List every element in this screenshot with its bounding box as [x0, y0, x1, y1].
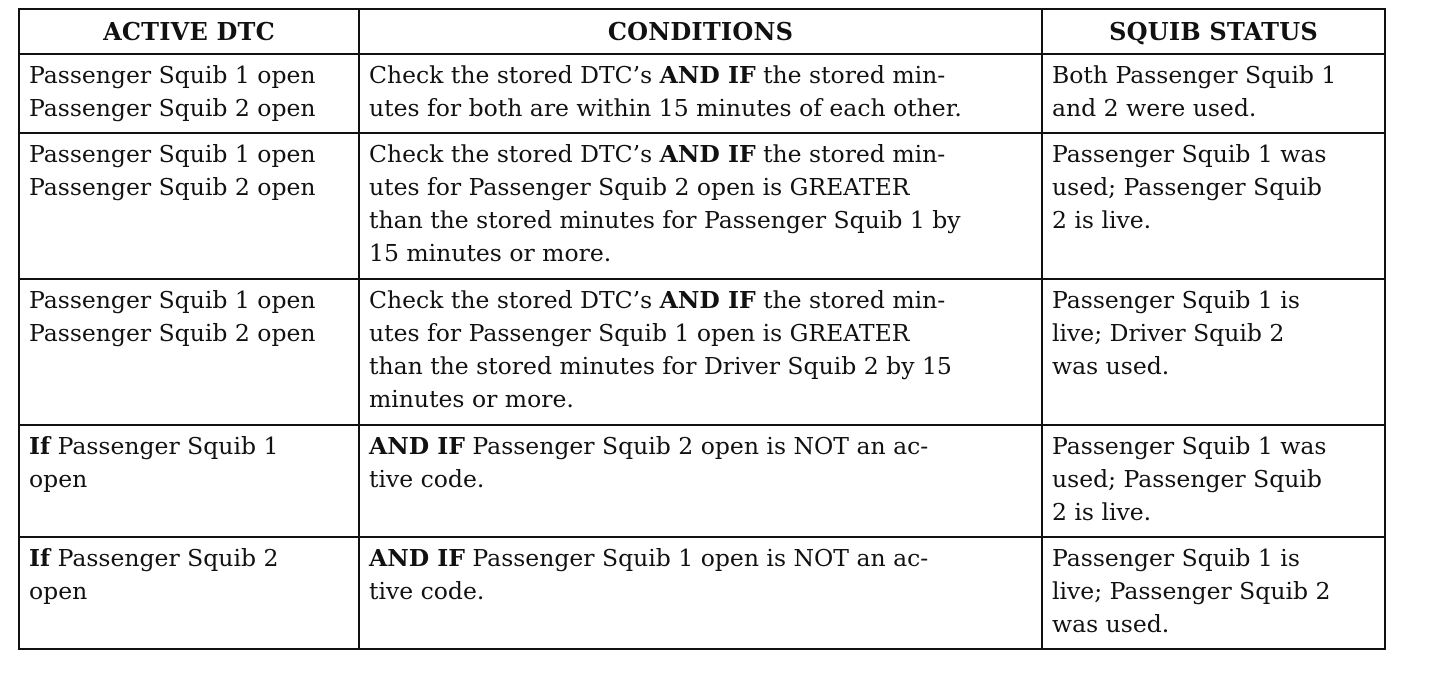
- keyword-if: If: [29, 432, 51, 460]
- squib-status-cell: [1042, 54, 1385, 133]
- active-dtc-cell: [19, 279, 359, 425]
- condition-line: than the stored minutes for Passenger Squib 1 by: [369, 206, 961, 234]
- status-line: was used.: [1052, 610, 1170, 638]
- condition-line: tive code.: [369, 577, 485, 605]
- header-conditions: CONDITIONS: [359, 9, 1042, 54]
- dtc-line: If Passenger Squib 2: [29, 544, 279, 572]
- active-dtc-cell: [19, 537, 359, 649]
- active-dtc-cell: [19, 425, 359, 537]
- condition-line: AND IF Passenger Squib 1 open is NOT an ac-: [369, 544, 929, 572]
- table-row: [19, 54, 1385, 133]
- condition-line: 15 minutes or more.: [369, 239, 612, 267]
- active-dtc-cell: [19, 54, 359, 133]
- keyword-and-if: AND IF: [369, 544, 465, 572]
- dtc-line: Passenger Squib 1 open: [29, 140, 316, 168]
- condition-line: Check the stored DTC’s AND IF the stored min-: [369, 140, 946, 168]
- keyword-if: If: [29, 544, 51, 572]
- active-dtc-cell: [19, 133, 359, 279]
- squib-status-cell: [1042, 425, 1385, 537]
- status-line: 2 is live.: [1052, 206, 1152, 234]
- condition-line: AND IF Passenger Squib 2 open is NOT an ac-: [369, 432, 929, 460]
- status-line: was used.: [1052, 352, 1170, 380]
- condition-line: than the stored minutes for Driver Squib 2 by 15: [369, 352, 952, 380]
- condition-line: utes for Passenger Squib 2 open is GREATER: [369, 173, 910, 201]
- dtc-line: open: [29, 577, 88, 605]
- dtc-line: Passenger Squib 2 open: [29, 94, 316, 122]
- status-line: and 2 were used.: [1052, 94, 1257, 122]
- header-squib-status: SQUIB STATUS: [1042, 9, 1385, 54]
- keyword-and-if: AND IF: [659, 286, 756, 314]
- condition-line: utes for Passenger Squib 1 open is GREATER: [369, 319, 910, 347]
- condition-line: tive code.: [369, 465, 485, 493]
- condition-cell: [359, 279, 1042, 425]
- status-line: used; Passenger Squib: [1052, 173, 1322, 201]
- dtc-line: Passenger Squib 2 open: [29, 173, 316, 201]
- keyword-and-if: AND IF: [659, 140, 756, 168]
- status-line: Passenger Squib 1 was: [1052, 140, 1327, 168]
- dtc-line: If Passenger Squib 1: [29, 432, 279, 460]
- dtc-line: Passenger Squib 1 open: [29, 286, 316, 314]
- dtc-line: open: [29, 465, 88, 493]
- table-row: [19, 279, 1385, 425]
- keyword-and-if: AND IF: [369, 432, 465, 460]
- condition-line: utes for both are within 15 minutes of each other.: [369, 94, 962, 122]
- status-line: live; Driver Squib 2: [1052, 319, 1285, 347]
- document-page: [18, 8, 1384, 650]
- condition-cell: [359, 133, 1042, 279]
- squib-status-cell: [1042, 133, 1385, 279]
- status-line: Passenger Squib 1 was: [1052, 432, 1327, 460]
- squib-status-table: [18, 8, 1386, 650]
- squib-status-cell: [1042, 279, 1385, 425]
- dtc-line: Passenger Squib 2 open: [29, 319, 316, 347]
- table-header-row: [19, 9, 1385, 54]
- status-line: live; Passenger Squib 2: [1052, 577, 1331, 605]
- status-line: used; Passenger Squib: [1052, 465, 1322, 493]
- squib-status-cell: [1042, 537, 1385, 649]
- status-line: Passenger Squib 1 is: [1052, 544, 1300, 572]
- condition-line: Check the stored DTC’s AND IF the stored min-: [369, 61, 946, 89]
- condition-cell: [359, 425, 1042, 537]
- status-line: Both Passenger Squib 1: [1052, 61, 1337, 89]
- dtc-line: Passenger Squib 1 open: [29, 61, 316, 89]
- condition-line: Check the stored DTC’s AND IF the stored min-: [369, 286, 946, 314]
- condition-line: minutes or more.: [369, 385, 574, 413]
- table-row: [19, 537, 1385, 649]
- table-row: [19, 133, 1385, 279]
- status-line: Passenger Squib 1 is: [1052, 286, 1300, 314]
- condition-cell: [359, 537, 1042, 649]
- table-row: [19, 425, 1385, 537]
- status-line: 2 is live.: [1052, 498, 1152, 526]
- condition-cell: [359, 54, 1042, 133]
- header-active-dtc: ACTIVE DTC: [19, 9, 359, 54]
- keyword-and-if: AND IF: [659, 61, 756, 89]
